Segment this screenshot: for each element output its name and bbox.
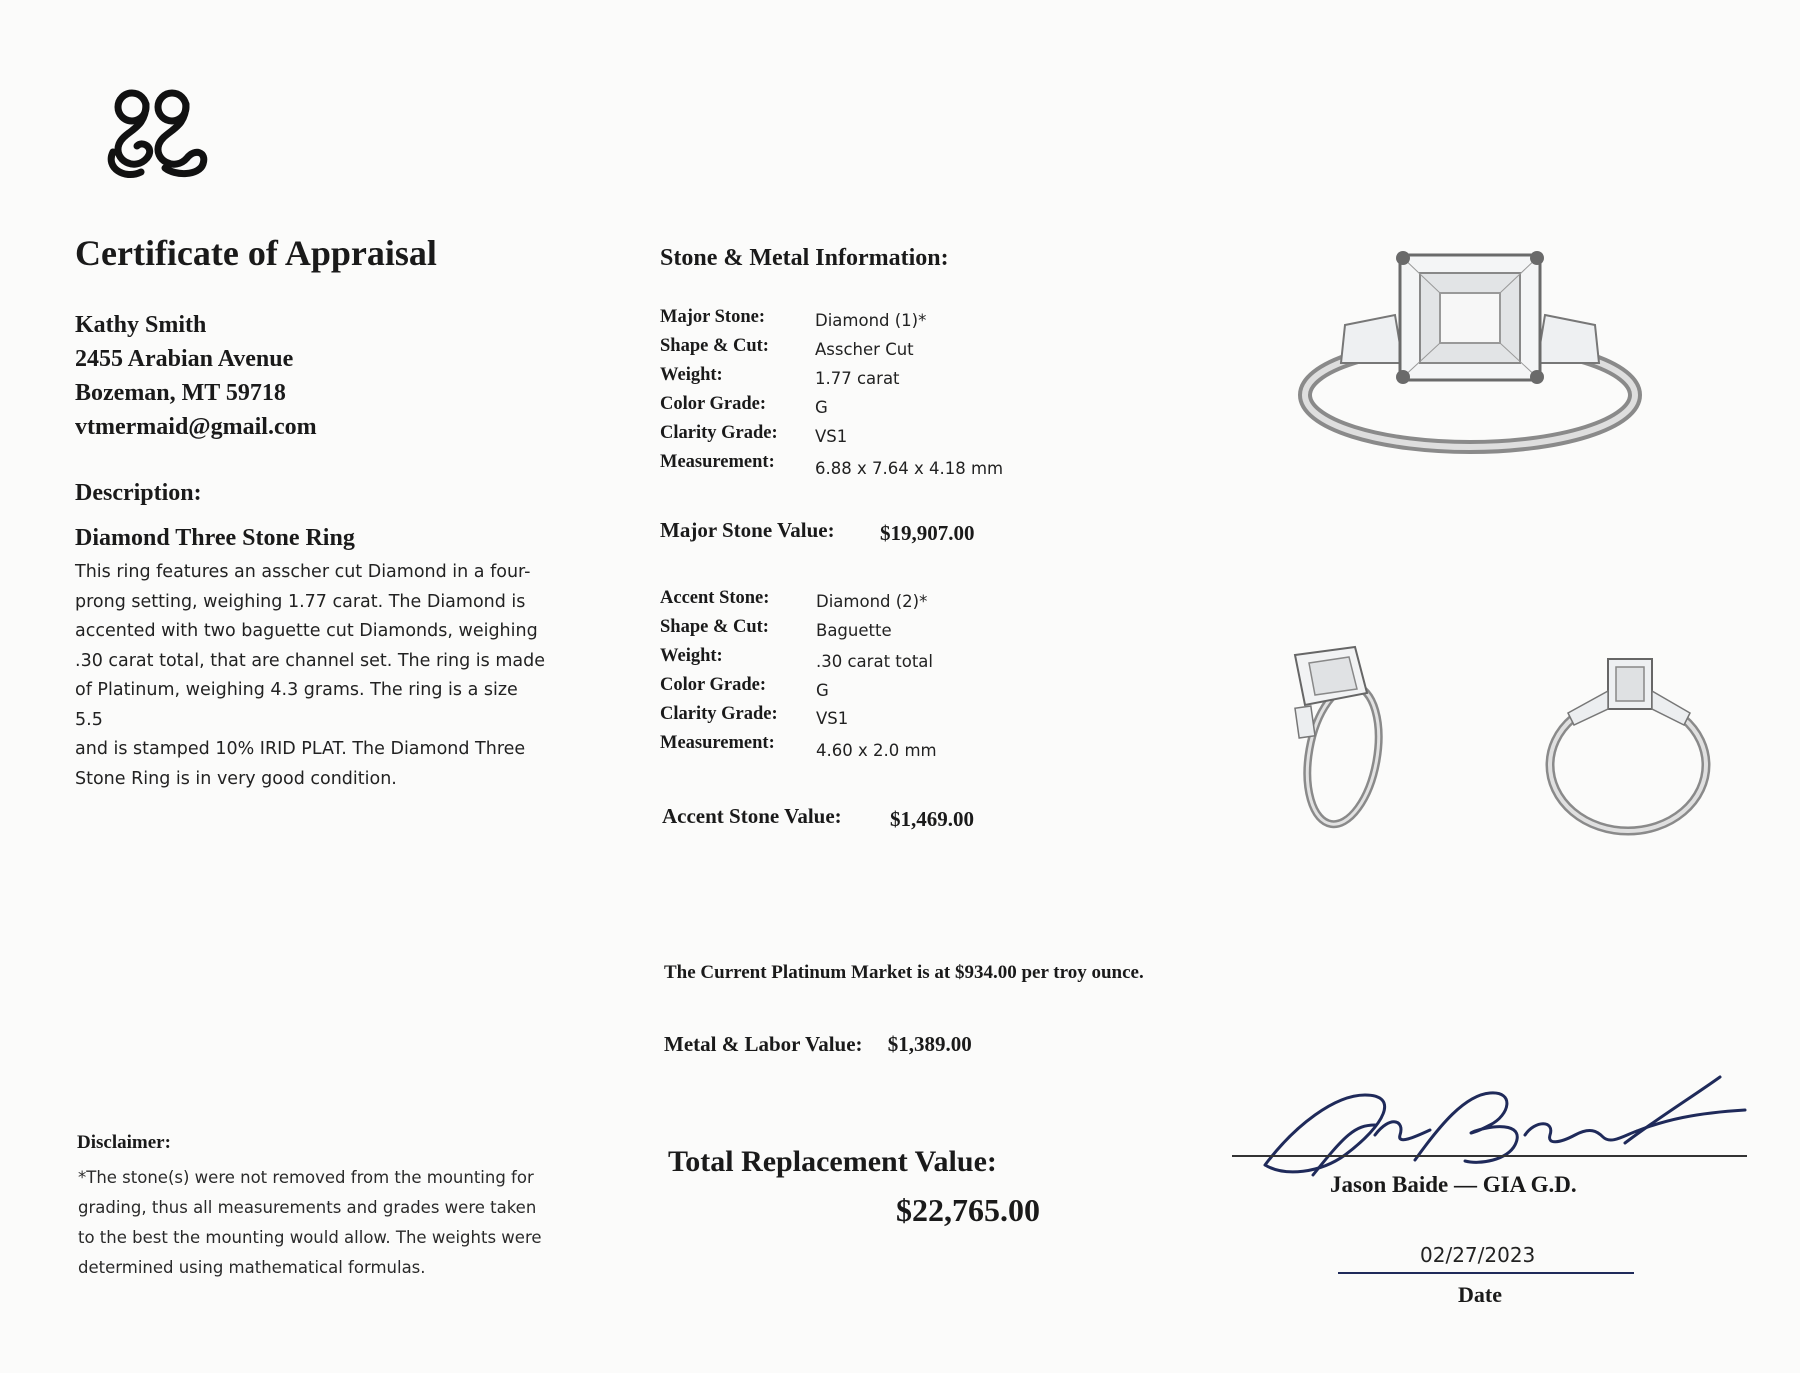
description-line: Stone Ring is in very good condition. (75, 768, 397, 789)
accent-shape-value: Baguette (816, 621, 892, 640)
signature-line (1232, 1155, 1747, 1157)
major-measurement-value: 6.88 x 7.64 x 4.18 mm (815, 459, 1004, 478)
appraiser-name: Jason Baide — GIA G.D. (1330, 1172, 1577, 1197)
metal-labor-value: $1,389.00 (887, 1032, 972, 1056)
client-city: Bozeman, MT 59718 (75, 380, 286, 406)
accent-value-label: Accent Stone Value: (662, 804, 842, 828)
company-logo (105, 82, 215, 182)
major-stone-label: Major Stone: (660, 307, 765, 327)
accent-stone-label: Accent Stone: (660, 588, 770, 608)
accent-weight-label: Weight: (660, 646, 723, 666)
accent-stone-value: Diamond (2)* (816, 592, 928, 611)
description-line: .30 carat total, that are channel set. The ring is made (75, 650, 545, 671)
date-line (1338, 1272, 1634, 1274)
major-color-label: Color Grade: (660, 394, 767, 414)
disclaimer-line: determined using mathematical formulas. (78, 1258, 426, 1277)
description-line: prong setting, weighing 1.77 carat. The Diamond is (75, 591, 526, 612)
accent-measurement-value: 4.60 x 2.0 mm (816, 741, 937, 760)
disclaimer-line: to the best the mounting would allow. The weights were (78, 1228, 542, 1247)
ring-side-view-image (1275, 645, 1395, 830)
major-clarity-value: VS1 (815, 427, 848, 446)
accent-clarity-label: Clarity Grade: (660, 704, 778, 724)
description-heading: Description: (75, 480, 202, 506)
appraisal-date: 02/27/2023 (1420, 1243, 1536, 1267)
total-replacement-value: $22,765.00 (896, 1192, 1040, 1228)
accent-weight-value: .30 carat total (816, 652, 934, 671)
major-measurement-label: Measurement: (660, 452, 775, 472)
accent-value-amount: $1,469.00 (890, 807, 974, 831)
platinum-market-note: The Current Platinum Market is at $934.00 per troy ounce. (664, 962, 1144, 983)
major-stone-value: Diamond (1)* (815, 311, 927, 330)
description-line: of Platinum, weighing 4.3 grams. The ring is a size 5.5 (75, 680, 518, 730)
client-email: vtmermaid@gmail.com (75, 414, 317, 440)
date-label: Date (1458, 1282, 1502, 1307)
major-clarity-label: Clarity Grade: (660, 423, 778, 443)
item-title: Diamond Three Stone Ring (75, 525, 355, 551)
accent-clarity-value: VS1 (816, 709, 849, 728)
major-value-amount: $19,907.00 (880, 521, 975, 545)
appraiser-signature (1225, 1065, 1760, 1185)
disclaimer-line: grading, thus all measurements and grades were taken (78, 1198, 537, 1217)
disclaimer-body (78, 1163, 558, 1283)
major-value-label: Major Stone Value: (660, 518, 835, 542)
client-street: 2455 Arabian Avenue (75, 346, 294, 372)
major-weight-label: Weight: (660, 365, 723, 385)
disclaimer-heading: Disclaimer: (77, 1132, 171, 1153)
major-shape-value: Asscher Cut (815, 340, 914, 359)
description-line: accented with two baguette cut Diamonds, weighing (75, 621, 538, 641)
description-body (75, 558, 545, 794)
accent-color-value: G (816, 681, 829, 700)
disclaimer-line: *The stone(s) were not removed from the mounting for (78, 1168, 534, 1187)
client-name: Kathy Smith (75, 312, 207, 338)
accent-measurement-label: Measurement: (660, 733, 775, 753)
major-color-value: G (815, 398, 828, 417)
accent-shape-label: Shape & Cut: (660, 617, 769, 637)
description-line: This ring features an asscher cut Diamond in a four- (75, 562, 531, 582)
certificate-title: Certificate of Appraisal (75, 233, 437, 273)
major-weight-value: 1.77 carat (815, 369, 900, 388)
ring-top-view-image (1295, 245, 1645, 470)
major-shape-label: Shape & Cut: (660, 336, 769, 356)
spec-heading: Stone & Metal Information: (660, 245, 949, 271)
metal-labor-label: Metal & Labor Value: (664, 1032, 863, 1056)
total-replacement-label: Total Replacement Value: (668, 1145, 997, 1178)
description-line: and is stamped 10% IRID PLAT. The Diamond Three (75, 739, 526, 759)
ring-front-view-image (1540, 655, 1715, 840)
accent-color-label: Color Grade: (660, 675, 767, 695)
metal-labor-row (664, 1032, 972, 1057)
